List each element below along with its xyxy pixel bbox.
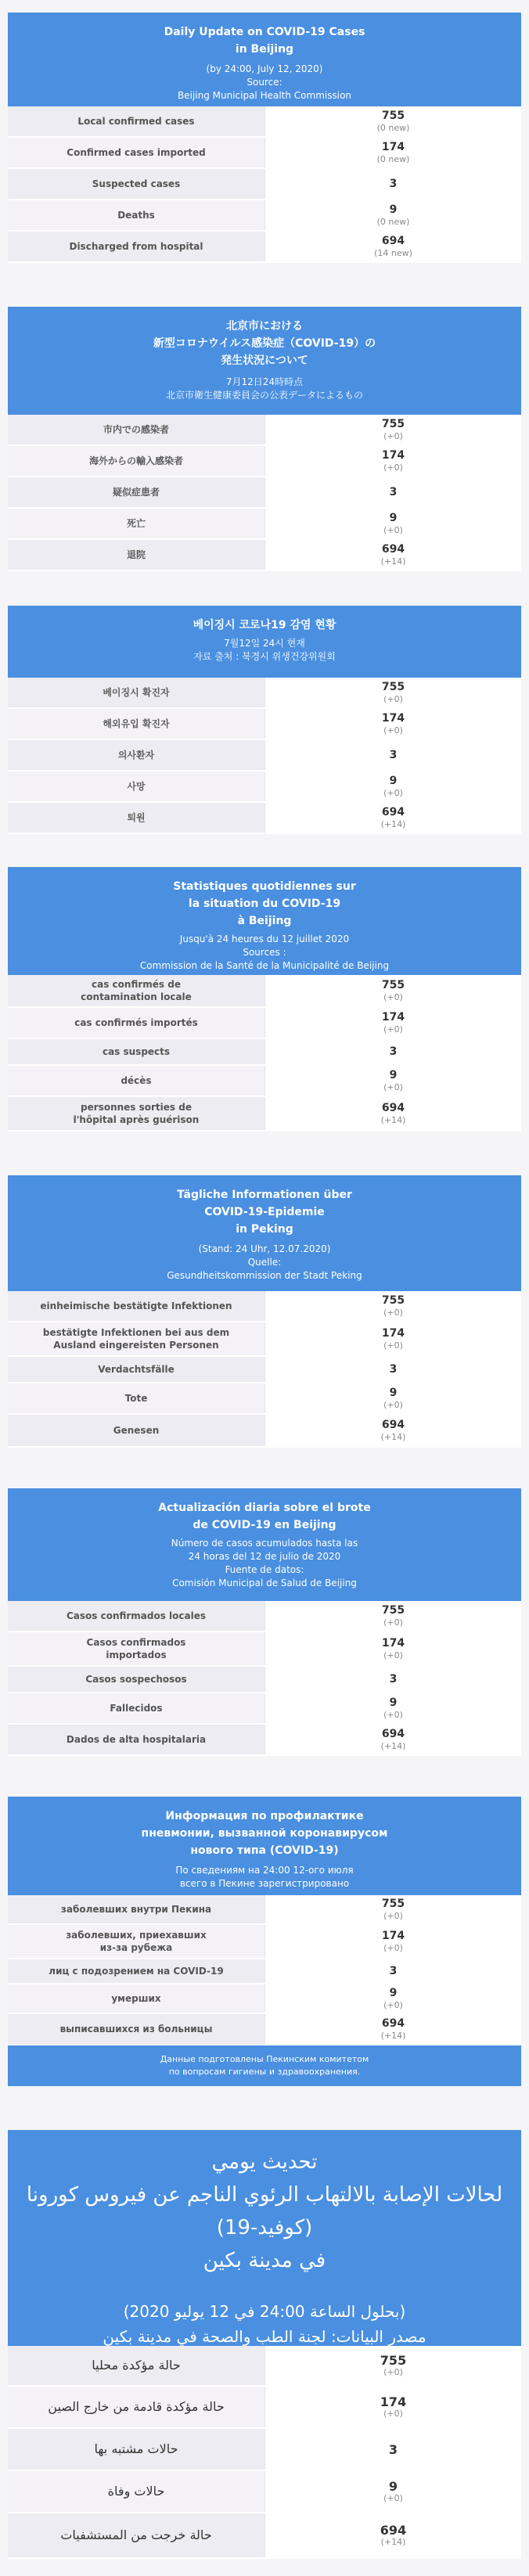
source-note: Данные подготовлены Пекинским комитетом по вопросам гигиены и здравоохранения. [8,2045,521,2086]
row-number: 694 [381,1102,405,1114]
section-russian [8,1797,521,2086]
row-number: 174 [381,449,405,462]
row-value [264,1959,521,1983]
row-delta: (+0) [383,1911,403,1921]
row-value [264,1291,521,1321]
table-row [8,1415,521,1448]
row-delta: (+0) [383,1082,403,1092]
row-value [264,232,521,261]
row-number: 174 [381,1011,405,1024]
row-number: 9 [389,512,398,524]
stats-table [8,106,521,263]
row-value [264,772,521,801]
row-delta: (+0) [383,1650,403,1660]
table-row [8,446,521,477]
row-delta: (+14) [380,2537,406,2547]
row-delta: (+0) [383,525,403,535]
row-value [264,1008,521,1038]
row-delta: (+14) [380,556,406,567]
section-subtitle: Número de casos acumulados hasta las 24 horas del 12 de julio de 2020 Fuente de datos: Comisión Municipal de Salud de Beijing [171,1538,358,1588]
stats-table [8,415,521,571]
row-label: Local confirmed cases [8,106,264,136]
table-row [8,1322,521,1357]
table-row [8,138,521,169]
row-delta: (0 new) [376,154,410,164]
row-label: 死亡 [8,509,264,538]
table-row [8,200,521,232]
row-label: bestätigte Infektionen bei aus dem Ausland eingereisten Personen [8,1322,264,1355]
table-row [8,415,521,446]
stats-table [8,678,521,834]
row-number: 694 [381,1419,405,1431]
table-row [8,1895,521,1925]
stats-table [8,975,521,1131]
row-value [264,678,521,707]
row-label: умерших [8,1984,264,2013]
section-header [8,2130,521,2346]
section-subtitle: 7月12日24時時点 北京市衛生健康委員会の公表データによるもの [165,376,363,401]
row-label: Suspected cases [8,169,264,199]
row-delta: (+0) [383,2409,403,2419]
table-row [8,975,521,1008]
row-number: 174 [381,1930,405,1942]
section-title: 北京市における 新型コロナウイルス感染症（COVID-19）の 発生状況について [153,320,376,367]
row-label: Discharged from hospital [8,232,264,261]
row-value [264,1925,521,1958]
section-subtitle: (Stand: 24 Uhr, 12.07.2020) Quelle: Gesundheitskommission der Stadt Peking [167,1243,362,1281]
row-label: выписавшихся из больницы [8,2014,264,2044]
row-label: Genesen [8,1415,264,1446]
row-value [264,2387,521,2427]
row-label: Casos confirmados importados [8,1632,264,1665]
row-number: 174 [381,1327,405,1340]
row-number: 174 [381,1637,405,1650]
row-value [264,2513,521,2557]
row-delta: (+0) [383,2000,403,2010]
row-value [264,106,521,136]
table-row [8,540,521,571]
table-row [8,1925,521,1959]
section-spanish [8,1488,521,1756]
table-row [8,709,521,740]
row-value [264,2014,521,2044]
row-label: Dados de alta hospitalaria [8,1725,264,1754]
row-value [264,1357,521,1382]
row-value [264,1383,521,1413]
row-label: حالة خرجت من المستشفيات [8,2513,264,2557]
section-title: Tägliche Informationen über COVID-19-Epidemie in Peking [177,1189,352,1236]
row-delta: (+0) [383,2367,403,2377]
stats-table [8,1291,521,1448]
row-number: 755 [381,1898,405,1910]
row-label: cas suspects [8,1039,264,1064]
row-value [264,1415,521,1446]
row-label: заболевших, приехавших из-за рубежа [8,1925,264,1958]
row-value [264,1725,521,1754]
section-header [8,1488,521,1601]
row-label: حالة مؤكدة قادمة من خارج الصين [8,2387,264,2427]
row-number: 3 [389,1362,398,1376]
row-label: заболевших внутри Пекина [8,1895,264,1923]
section-header [8,307,521,415]
row-label: Confirmed cases imported [8,138,264,167]
section-subtitle: (by 24:00, July 12, 2020) Source: Beijing Municipal Health Commission [177,63,352,101]
section-french [8,867,521,1131]
row-label: Deaths [8,200,264,230]
section-subtitle: 7월12일 24시 현재 자료 출처 : 북경시 위생건강위원회 [193,638,336,662]
row-number: 3 [389,748,398,761]
table-row [8,2346,521,2387]
table-row [8,1008,521,1039]
row-number: 9 [389,1387,398,1399]
row-delta: (+0) [383,1710,403,1720]
row-label: حالات وفاة [8,2471,264,2512]
row-value [264,2346,521,2385]
table-row [8,2471,521,2513]
section-english [8,13,521,263]
row-label: 疑似症患者 [8,477,264,507]
table-row [8,772,521,803]
row-label: cas confirmés importés [8,1008,264,1038]
table-row [8,803,521,834]
section-header [8,606,521,678]
row-label: лиц с подозрением на COVID-19 [8,1959,264,1983]
row-label: 市内での感染者 [8,415,264,444]
section-title: Actualización diaria sobre el brote de COVID-19 en Beijing [158,1502,371,1531]
row-value [264,2429,521,2470]
table-row [8,1984,521,2014]
row-number: 755 [381,681,405,693]
section-header [8,1175,521,1291]
section-header [8,13,521,106]
section-korean [8,606,521,834]
row-number: 755 [381,1294,405,1307]
table-row [8,1959,521,1984]
row-value [264,975,521,1006]
table-row [8,740,521,772]
row-delta: (+0) [383,1400,403,1410]
row-delta: (+14) [380,1115,406,1125]
row-number: 9 [389,1987,398,1999]
row-value [264,415,521,444]
row-number: 174 [381,712,405,725]
row-label: cas confirmés de contamination locale [8,975,264,1006]
row-value [264,1066,521,1096]
row-value [264,1693,521,1723]
row-delta: (+0) [383,1340,403,1351]
row-label: Verdachtsfälle [8,1357,264,1382]
row-label: 사망 [8,772,264,801]
section-german [8,1175,521,1448]
row-label: einheimische bestätigte Infektionen [8,1291,264,1321]
section-subtitle: Jusqu'à 24 heures du 12 juillet 2020 Sources : Commission de la Santé de la Municipalité de Beijing [139,934,390,971]
row-number: 3 [388,2441,398,2457]
row-delta: (+0) [383,2493,403,2503]
row-label: 해외유입 확진자 [8,709,264,739]
table-row [8,2387,521,2429]
row-label: personnes sorties de l'hôpital après guérison [8,1097,264,1130]
row-number: 694 [381,1728,405,1740]
row-value [264,477,521,507]
row-number: 694 [381,235,405,247]
row-label: 退院 [8,540,264,570]
row-number: 694 [381,2017,405,2030]
table-row [8,509,521,540]
row-value [264,1322,521,1355]
row-value [264,446,521,476]
table-row [8,1066,521,1097]
row-delta: (+0) [383,1943,403,1953]
row-label: حالة مؤكدة محليا [8,2346,264,2385]
row-number: 694 [380,2523,407,2538]
row-label: décès [8,1066,264,1096]
row-number: 694 [381,543,405,556]
row-value [264,169,521,199]
row-delta: (+0) [383,1308,403,1318]
stats-table [8,1895,521,2045]
row-label: 의사환자 [8,740,264,770]
row-value [264,1632,521,1665]
table-row [8,1039,521,1066]
row-delta: (+0) [383,462,403,473]
section-title: Daily Update on COVID-19 Cases in Beijing [164,26,365,56]
table-row [8,1601,521,1632]
row-number: 174 [381,141,405,153]
row-delta: (+0) [383,1024,403,1034]
row-number: 3 [389,485,398,498]
row-delta: (0 new) [376,123,410,133]
row-delta: (+0) [383,694,403,704]
row-value [264,709,521,739]
row-delta: (+0) [383,1617,403,1628]
row-label: حالات مشتبه بها [8,2429,264,2470]
row-value [264,1097,521,1130]
row-delta: (+14) [380,2031,406,2041]
row-number: 694 [381,806,405,818]
row-value [264,509,521,538]
table-row [8,477,521,509]
row-delta: (+14) [380,819,406,829]
row-delta: (+0) [383,725,403,736]
row-delta: (+0) [383,992,403,1002]
row-number: 9 [389,1696,398,1709]
table-row [8,1693,521,1725]
table-row [8,2014,521,2045]
row-label: Fallecidos [8,1693,264,1723]
section-header [8,1797,521,1895]
row-value [264,2471,521,2512]
table-row [8,106,521,138]
section-subtitle: (بحلول الساعة 24:00 في 12 يوليو 2020) مصدر البيانات: لجنة الطب والصحة في مدينة بكين [103,2302,426,2346]
section-title: Statistiques quotidiennes sur la situation du COVID-19 à Beijing [173,880,356,927]
table-row [8,1383,521,1415]
row-value [264,1039,521,1064]
row-number: 174 [380,2394,407,2409]
table-row [8,1725,521,1756]
section-title: تحديث يومي لحالات الإصابة بالالتهاب الرئوي الناجم عن فيروس كورونا (كوفيد-19) في مدينة بكين [26,2150,503,2272]
section-header [8,867,521,975]
table-row [8,1357,521,1383]
row-label: Casos sospechosos [8,1667,264,1692]
row-number: 9 [389,775,398,787]
row-value [264,1984,521,2013]
row-value [264,138,521,167]
row-number: 3 [389,1045,398,1058]
row-value [264,1667,521,1692]
row-label: Tote [8,1383,264,1413]
row-value [264,200,521,230]
row-delta: (+0) [383,788,403,798]
row-delta: (+14) [380,1741,406,1751]
row-value [264,1895,521,1923]
table-row [8,1667,521,1693]
row-value [264,1601,521,1631]
row-label: 베이징시 확진자 [8,678,264,707]
row-number: 755 [381,110,405,122]
row-label: 海外からの輸入感染者 [8,446,264,476]
row-number: 755 [381,1604,405,1617]
row-number: 3 [389,1964,398,1977]
table-row [8,1632,521,1667]
stats-table [8,1601,521,1756]
table-row [8,1097,521,1131]
section-subtitle: По сведениям на 24:00 12-ого июля всего в Пекине зарегистрировано [175,1865,354,1889]
row-number: 3 [389,1672,398,1686]
table-row [8,169,521,200]
row-label: Casos confirmados locales [8,1601,264,1631]
table-row [8,678,521,709]
row-delta: (+0) [383,431,403,441]
row-number: 755 [381,979,405,991]
row-label: 퇴원 [8,803,264,833]
row-value [264,540,521,570]
row-number: 9 [389,203,398,216]
table-row [8,2429,521,2471]
section-title: Информация по профилактике пневмонии, вызванной коронавирусом нового типа (COVID-19) [141,1810,388,1857]
row-number: 9 [388,2479,398,2494]
table-row [8,232,521,263]
row-number: 755 [380,2353,407,2368]
table-row [8,1291,521,1322]
row-number: 755 [381,418,405,430]
row-delta: (14 new) [374,248,412,258]
section-arabic [8,2130,521,2559]
row-delta: (0 new) [376,217,410,227]
section-japanese [8,307,521,571]
row-number: 3 [389,177,398,190]
table-row [8,2513,521,2559]
section-title: 베이징시 코로나19 감염 현황 [193,619,336,631]
stats-table [8,2346,521,2559]
row-value [264,740,521,770]
row-number: 9 [389,1069,398,1081]
row-delta: (+14) [380,1432,406,1442]
row-value [264,803,521,833]
